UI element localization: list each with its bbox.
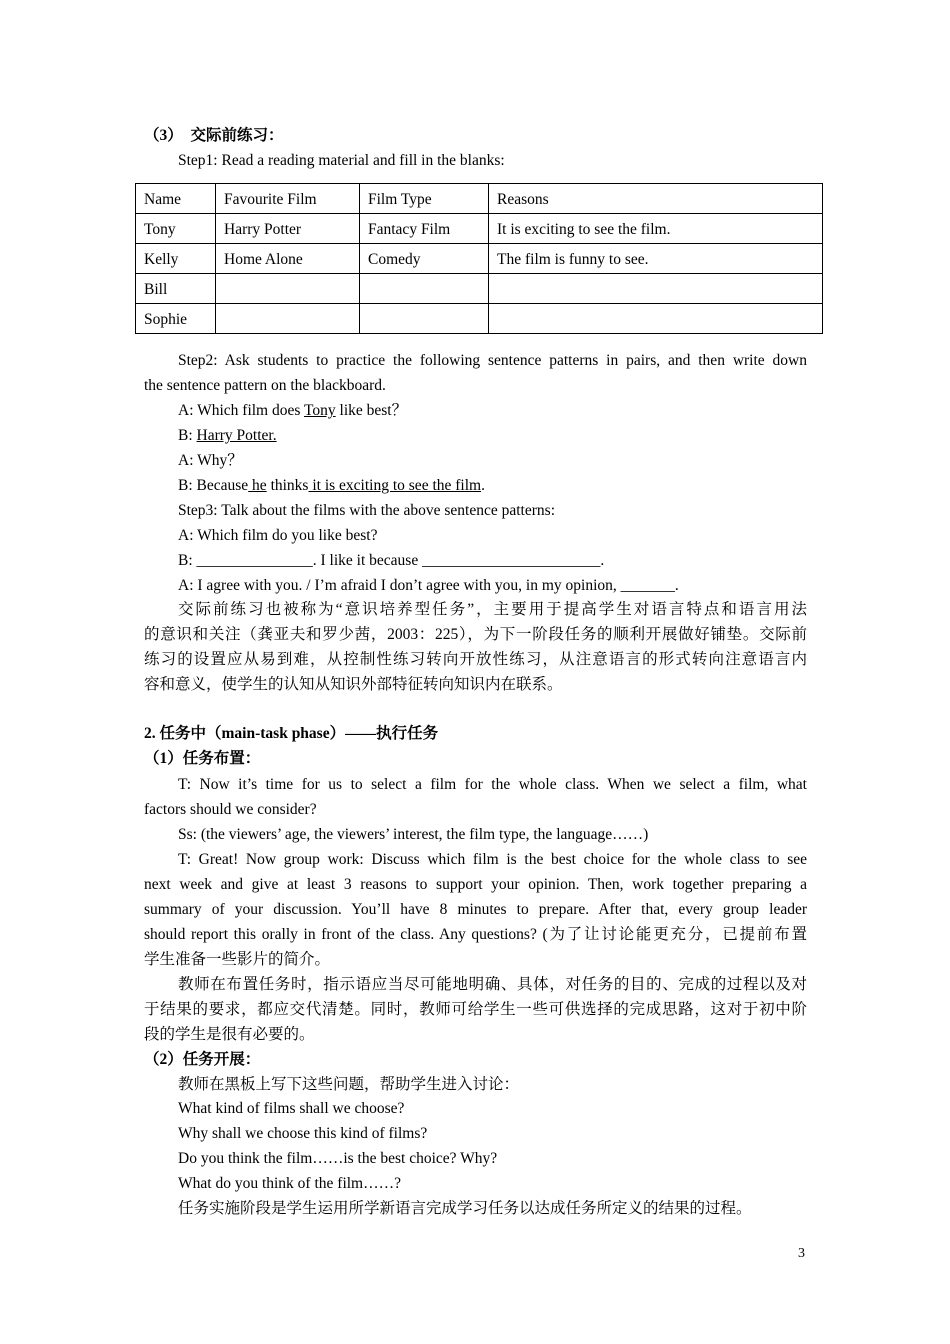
question-line: Why shall we choose this kind of films? bbox=[178, 1125, 428, 1142]
table-cell: Home Alone bbox=[216, 244, 360, 274]
dialogue-underlined: it is exciting to see the film bbox=[308, 477, 482, 494]
film-table bbox=[135, 183, 823, 334]
paragraph-line: 容和意义，使学生的认知从知识外部特征转向知识内在联系。 bbox=[144, 676, 563, 693]
dialogue-line bbox=[178, 426, 277, 446]
table-header-cell: Film Type bbox=[360, 184, 489, 214]
dialogue-underlined: he bbox=[248, 477, 267, 494]
table-cell bbox=[489, 274, 823, 304]
paragraph-line: 于结果的要求，都应交代清楚。同时，教师可给学生一些可供选择的完成思路，这对于初中阶 bbox=[144, 1001, 807, 1018]
question-line: What kind of films shall we choose? bbox=[178, 1100, 405, 1117]
paragraph-line: T: Great! Now group work: Discuss which film is the best choice for the whole class to see bbox=[178, 851, 807, 868]
step2-line: the sentence pattern on the blackboard. bbox=[144, 377, 386, 394]
table-cell: Comedy bbox=[360, 244, 489, 274]
step2-line: Step2: Ask students to practice the following sentence patterns in pairs, and then write down bbox=[178, 352, 807, 369]
section-3-heading: （3） 交际前练习： bbox=[144, 127, 284, 144]
table-cell: Fantacy Film bbox=[360, 214, 489, 244]
table-cell bbox=[216, 274, 360, 304]
paragraph-line: should report this orally in front of the class. Any questions? (为了让讨论能更充分，已提前布置 bbox=[144, 926, 807, 943]
paragraph-line: 学生准备一些影片的简介。 bbox=[144, 951, 331, 968]
dialogue-line bbox=[178, 476, 485, 496]
paragraph-line: factors should we consider? bbox=[144, 801, 317, 818]
table-header-cell: Favourite Film bbox=[216, 184, 360, 214]
table-header-cell: Name bbox=[136, 184, 216, 214]
dialogue-text: like best？ bbox=[335, 402, 408, 419]
dialogue-text: B: Because bbox=[178, 477, 249, 494]
paragraph-line: 交际前练习也被称为“意识培养型任务”，主要用于提高学生对语言特点和语言用法 bbox=[178, 601, 807, 618]
paragraph-line: summary of your discussion. You’ll have 8 minutes to prepare. After that, every group leader bbox=[144, 901, 807, 918]
dialogue-text: . bbox=[481, 477, 485, 494]
paragraph-line: 段的学生是很有必要的。 bbox=[144, 1026, 315, 1043]
dialogue-text: A: Which film does bbox=[178, 402, 304, 419]
dialogue-line: B: _______________. I like it because _______________________. bbox=[178, 552, 605, 569]
paragraph-line: 教师在黑板上写下这些问题，帮助学生进入讨论： bbox=[178, 1076, 520, 1093]
dialogue-text: thinks bbox=[266, 477, 309, 494]
table-header-row bbox=[136, 184, 823, 214]
dialogue-line: A: I agree with you. / I’m afraid I don’t agree with you, in my opinion, _______. bbox=[178, 577, 679, 594]
table-row bbox=[136, 274, 823, 304]
table-cell: Harry Potter bbox=[216, 214, 360, 244]
table-cell: Bill bbox=[136, 274, 216, 304]
dialogue-text: B: bbox=[178, 427, 197, 444]
table-cell: Tony bbox=[136, 214, 216, 244]
table-cell bbox=[360, 304, 489, 334]
paragraph-line: 教师在布置任务时，指示语应当尽可能地明确、具体，对任务的目的、完成的过程以及对 bbox=[178, 976, 807, 993]
dialogue-underlined: Tony bbox=[304, 402, 336, 419]
dialogue-line: A: Which film do you like best? bbox=[178, 527, 378, 544]
table-cell: Kelly bbox=[136, 244, 216, 274]
table-cell bbox=[489, 304, 823, 334]
paragraph-line: T: Now it’s time for us to select a film for the whole class. When we select a film, what bbox=[178, 776, 807, 793]
dialogue-underlined: Harry Potter. bbox=[196, 427, 277, 444]
table-cell: Sophie bbox=[136, 304, 216, 334]
step3-line: Step3: Talk about the films with the above sentence patterns: bbox=[178, 502, 555, 519]
page-number: 3 bbox=[798, 1246, 805, 1261]
dialogue-line: A: Why？ bbox=[178, 452, 243, 469]
paragraph-line: 任务实施阶段是学生运用所学新语言完成学习任务以达成任务所定义的结果的过程。 bbox=[178, 1200, 752, 1217]
subsection-heading: （2）任务开展： bbox=[144, 1051, 261, 1068]
paragraph-line: 练习的设置应从易到难，从控制性练习转向开放性练习，从注意语言的形式转向注意语言内 bbox=[144, 651, 807, 668]
paragraph-line: 的意识和关注（龚亚夫和罗少茜，2003：225），为下一阶段任务的顺利开展做好铺垫。交际前 bbox=[144, 626, 807, 643]
question-line: Do you think the film……is the best choice? Why? bbox=[178, 1150, 498, 1167]
table-cell bbox=[360, 274, 489, 304]
question-line: What do you think of the film……? bbox=[178, 1175, 401, 1192]
table-cell: The film is funny to see. bbox=[489, 244, 823, 274]
table-row bbox=[136, 214, 823, 244]
table-header-cell: Reasons bbox=[489, 184, 823, 214]
section-heading: 2. 任务中（main-task phase）——执行任务 bbox=[144, 725, 439, 742]
step1-text: Step1: Read a reading material and fill in the blanks: bbox=[178, 152, 505, 169]
table-row bbox=[136, 244, 823, 274]
paragraph-line: next week and give at least 3 reasons to support your opinion. Then, work together preparing a bbox=[144, 876, 807, 893]
subsection-heading: （1）任务布置： bbox=[144, 750, 261, 767]
table-cell: It is exciting to see the film. bbox=[489, 214, 823, 244]
paragraph-line: Ss: (the viewers’ age, the viewers’ interest, the film type, the language……) bbox=[178, 826, 649, 843]
table-cell bbox=[216, 304, 360, 334]
dialogue-line bbox=[178, 401, 407, 421]
table-row bbox=[136, 304, 823, 334]
